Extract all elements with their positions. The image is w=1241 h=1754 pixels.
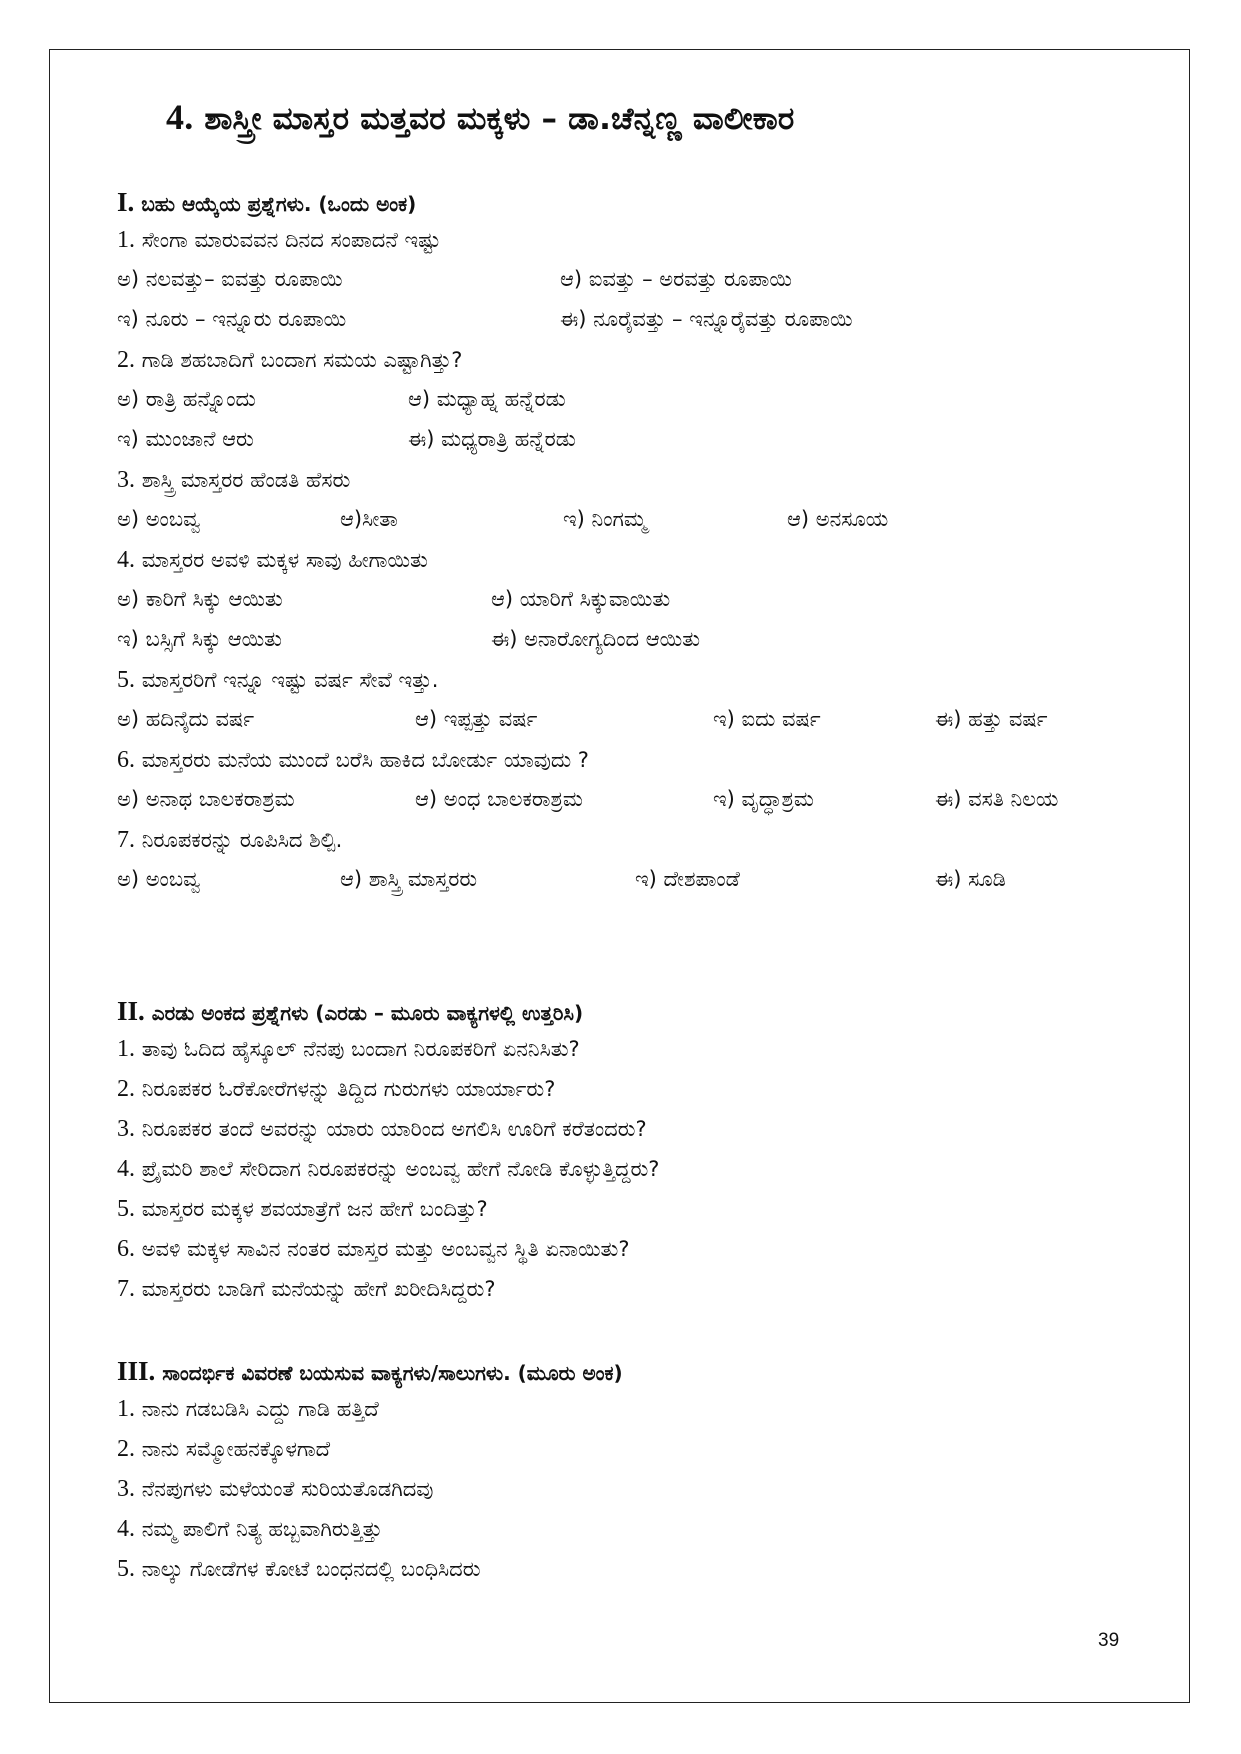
section-1-title: ಬಹು ಆಯ್ಕೆಯ ಪ್ರಶ್ನೆಗಳು. (ಒಂದು ಅಂಕ) bbox=[141, 192, 417, 216]
short-question bbox=[117, 1236, 630, 1263]
question-number: 7. bbox=[117, 827, 135, 853]
question-text: ಅವಳಿ ಮಕ್ಕಳ ಸಾವಿನ ನಂತರ ಮಾಸ್ತರ ಮತ್ತು ಅಂಬವ್ವನ ಸ್ಥಿತಿ ಏನಾಯಿತು? bbox=[141, 1237, 630, 1261]
question-text: ನಾಲ್ಕು ಗೋಡೆಗಳ ಕೋಟೆ ಬಂಧನದಲ್ಲಿ ಬಂಧಿಸಿದರು bbox=[141, 1557, 481, 1581]
page-number: 39 bbox=[1098, 1630, 1120, 1651]
question-text: ಪ್ರೈಮರಿ ಶಾಲೆ ಸೇರಿದಾಗ ನಿರೂಪಕರನ್ನು ಅಂಬವ್ವ ಹೇಗೆ ನೋಡಿ ಕೊಳ್ಳುತ್ತಿದ್ದರು? bbox=[141, 1157, 660, 1181]
question-text: ಮಾಸ್ತರರು ಮನೆಯ ಮುಂದೆ ಬರೆಸಿ ಹಾಕಿದ ಬೋರ್ಡು ಯಾವುದು ? bbox=[141, 748, 589, 772]
option: ಈ) ಹತ್ತು ವರ್ಷ bbox=[935, 707, 1048, 731]
short-question bbox=[117, 1196, 488, 1223]
title-text: ಶಾಸ್ತ್ರೀ ಮಾಸ್ತರ ಮತ್ತವರ ಮಕ್ಕಳು – ಡಾ.ಚೆನ್ನಣ್ಣ ವಾಲೀಕಾರ bbox=[204, 101, 795, 137]
option: ಈ) ನೂರೈವತ್ತು – ಇನ್ನೂರೈವತ್ತು ರೂಪಾಯಿ bbox=[560, 307, 853, 331]
option: ಆ)ಸೀತಾ bbox=[340, 507, 398, 531]
mcq-question bbox=[117, 227, 441, 254]
short-question bbox=[117, 1156, 659, 1183]
option: ಇ) ದೇಶಪಾಂಡೆ bbox=[635, 867, 740, 891]
mcq-question bbox=[117, 667, 438, 694]
option: ಆ) ಯಾರಿಗೆ ಸಿಕ್ಕುವಾಯಿತು bbox=[491, 587, 671, 611]
option: ಅ) ಕಾರಿಗೆ ಸಿಕ್ಕು ಆಯಿತು bbox=[117, 587, 283, 611]
section-1-heading bbox=[117, 187, 416, 218]
short-question bbox=[117, 1276, 495, 1303]
question-text: ನಮ್ಮ ಪಾಲಿಗೆ ನಿತ್ಯ ಹಬ್ಬವಾಗಿರುತ್ತಿತ್ತು bbox=[141, 1517, 383, 1541]
question-number: 2. bbox=[117, 347, 135, 373]
question-number: 6. bbox=[117, 1236, 135, 1262]
question-number: 3. bbox=[117, 1116, 135, 1142]
question-number: 5. bbox=[117, 1556, 135, 1582]
context-sentence bbox=[117, 1436, 330, 1463]
question-text: ನಾನು ಸಮ್ಮೋಹನಕ್ಕೊಳಗಾದೆ bbox=[141, 1437, 331, 1461]
option: ಇ) ಬಸ್ಸಿಗೆ ಸಿಕ್ಕು ಆಯಿತು bbox=[117, 627, 282, 651]
question-text: ಮಾಸ್ತರರ ಮಕ್ಕಳ ಶವಯಾತ್ರೆಗೆ ಜನ ಹೇಗೆ ಬಂದಿತ್ತು? bbox=[141, 1197, 488, 1221]
question-text: ಮಾಸ್ತರರು ಬಾಡಿಗೆ ಮನೆಯನ್ನು ಹೇಗೆ ಖರೀದಿಸಿದ್ದರು? bbox=[141, 1277, 496, 1301]
option: ಇ) ಮುಂಜಾನೆ ಆರು bbox=[117, 427, 254, 451]
option: ಈ) ಮಧ್ಯರಾತ್ರಿ ಹನ್ನೆರಡು bbox=[408, 427, 576, 451]
section-2-heading bbox=[117, 996, 583, 1027]
title-number: 4. bbox=[166, 97, 194, 137]
short-question bbox=[117, 1036, 580, 1063]
question-text: ಗಾಡಿ ಶಹಬಾದಿಗೆ ಬಂದಾಗ ಸಮಯ ಎಷ್ಟಾಗಿತ್ತು? bbox=[141, 348, 463, 372]
short-question bbox=[117, 1076, 555, 1103]
option: ಈ) ಅನಾರೋಗ್ಯದಿಂದ ಆಯಿತು bbox=[491, 627, 701, 651]
question-number: 2. bbox=[117, 1076, 135, 1102]
mcq-question bbox=[117, 467, 350, 494]
option: ಈ) ಸೂಡಿ bbox=[935, 867, 1006, 891]
option: ಅ) ರಾತ್ರಿ ಹನ್ನೊಂದು bbox=[117, 387, 256, 411]
option: ಆ) ಶಾಸ್ತ್ರಿ ಮಾಸ್ತರರು bbox=[340, 867, 478, 891]
question-number: 1. bbox=[117, 1396, 135, 1422]
page-title bbox=[166, 96, 794, 138]
question-number: 7. bbox=[117, 1276, 135, 1302]
question-number: 4. bbox=[117, 1516, 135, 1542]
option: ಇ) ವೃದ್ಧಾಶ್ರಮ bbox=[713, 787, 814, 811]
question-number: 5. bbox=[117, 667, 135, 693]
question-number: 2. bbox=[117, 1436, 135, 1462]
option: ಇ) ಐದು ವರ್ಷ bbox=[713, 707, 821, 731]
context-sentence bbox=[117, 1556, 481, 1583]
option: ಅ) ಹದಿನೈದು ವರ್ಷ bbox=[117, 707, 255, 731]
option: ಆ) ಇಪ್ಪತ್ತು ವರ್ಷ bbox=[415, 707, 538, 731]
option: ಆ) ಅನಸೂಯ bbox=[787, 507, 889, 531]
section-3-roman: III. bbox=[117, 1356, 156, 1386]
option: ಅ) ಅನಾಥ ಬಾಲಕರಾಶ್ರಮ bbox=[117, 787, 295, 811]
section-3-heading bbox=[117, 1356, 623, 1387]
question-text: ನಿರೂಪಕರನ್ನು ರೂಪಿಸಿದ ಶಿಲ್ಪಿ. bbox=[141, 828, 343, 852]
question-number: 4. bbox=[117, 547, 135, 573]
mcq-question bbox=[117, 747, 589, 774]
question-number: 5. bbox=[117, 1196, 135, 1222]
option: ಆ) ಮಧ್ಯಾಹ್ನ ಹನ್ನೆರಡು bbox=[408, 387, 566, 411]
context-sentence bbox=[117, 1396, 379, 1423]
question-text: ತಾವು ಓದಿದ ಹೈಸ್ಕೂಲ್ ನೆನಪು ಬಂದಾಗ ನಿರೂಪಕರಿಗೆ ಏನನಿಸಿತು? bbox=[141, 1037, 580, 1061]
section-2-title: ಎರಡು ಅಂಕದ ಪ್ರಶ್ನೆಗಳು (ಎರಡು – ಮೂರು ವಾಕ್ಯಗಳಲ್ಲಿ ಉತ್ತರಿಸಿ) bbox=[151, 1001, 584, 1025]
question-text: ನಿರೂಪಕರ ಓರೆಕೋರೆಗಳನ್ನು ತಿದ್ದಿದ ಗುರುಗಳು ಯಾರ್ಯಾರು? bbox=[141, 1077, 556, 1101]
option: ಆ) ಅಂಧ ಬಾಲಕರಾಶ್ರಮ bbox=[415, 787, 583, 811]
short-question bbox=[117, 1116, 647, 1143]
question-text: ಮಾಸ್ತರರಿಗೆ ಇನ್ನೂ ಇಷ್ಟು ವರ್ಷ ಸೇವೆ ಇತ್ತು. bbox=[141, 668, 439, 692]
section-2-roman: II. bbox=[117, 996, 145, 1026]
context-sentence bbox=[117, 1516, 382, 1543]
question-text: ನಾನು ಗಡಬಡಿಸಿ ಎದ್ದು ಗಾಡಿ ಹತ್ತಿದೆ bbox=[141, 1397, 379, 1421]
mcq-question bbox=[117, 547, 428, 574]
option: ಇ) ನೂರು – ಇನ್ನೂರು ರೂಪಾಯಿ bbox=[117, 307, 347, 331]
question-number: 6. bbox=[117, 747, 135, 773]
question-number: 4. bbox=[117, 1156, 135, 1182]
question-text: ಶಾಸ್ತ್ರಿ ಮಾಸ್ತರರ ಹೆಂಡತಿ ಹೆಸರು bbox=[141, 468, 351, 492]
question-text: ಸೇಂಗಾ ಮಾರುವವನ ದಿನದ ಸಂಪಾದನೆ ಇಷ್ಟು bbox=[141, 228, 441, 252]
option: ಆ) ಐವತ್ತು – ಅರವತ್ತು ರೂಪಾಯಿ bbox=[560, 267, 792, 291]
question-text: ಮಾಸ್ತರರ ಅವಳಿ ಮಕ್ಕಳ ಸಾವು ಹೀಗಾಯಿತು bbox=[141, 548, 428, 572]
mcq-question bbox=[117, 347, 462, 374]
context-sentence bbox=[117, 1476, 433, 1503]
question-number: 1. bbox=[117, 227, 135, 253]
option: ಇ) ನಿಂಗಮ್ಮ bbox=[563, 507, 647, 531]
mcq-question bbox=[117, 827, 342, 854]
option: ಅ) ಅಂಬವ್ವ bbox=[117, 507, 201, 531]
option: ಈ) ವಸತಿ ನಿಲಯ bbox=[935, 787, 1059, 811]
question-text: ನೆನಪುಗಳು ಮಳೆಯಂತೆ ಸುರಿಯತೊಡಗಿದವು bbox=[141, 1477, 434, 1501]
section-1-roman: I. bbox=[117, 187, 135, 217]
question-number: 3. bbox=[117, 1476, 135, 1502]
option: ಅ) ನಲವತ್ತು– ಐವತ್ತು ರೂಪಾಯಿ bbox=[117, 267, 343, 291]
question-number: 1. bbox=[117, 1036, 135, 1062]
question-number: 3. bbox=[117, 467, 135, 493]
question-text: ನಿರೂಪಕರ ತಂದೆ ಅವರನ್ನು ಯಾರು ಯಾರಿಂದ ಅಗಲಿಸಿ ಊರಿಗೆ ಕರೆತಂದರು? bbox=[141, 1117, 647, 1141]
option: ಅ) ಅಂಬವ್ವ bbox=[117, 867, 201, 891]
section-3-title: ಸಾಂದರ್ಭಿಕ ವಿವರಣೆ ಬಯಸುವ ವಾಕ್ಯಗಳು/ಸಾಲುಗಳು. (ಮೂರು ಅಂಕ) bbox=[162, 1361, 623, 1385]
